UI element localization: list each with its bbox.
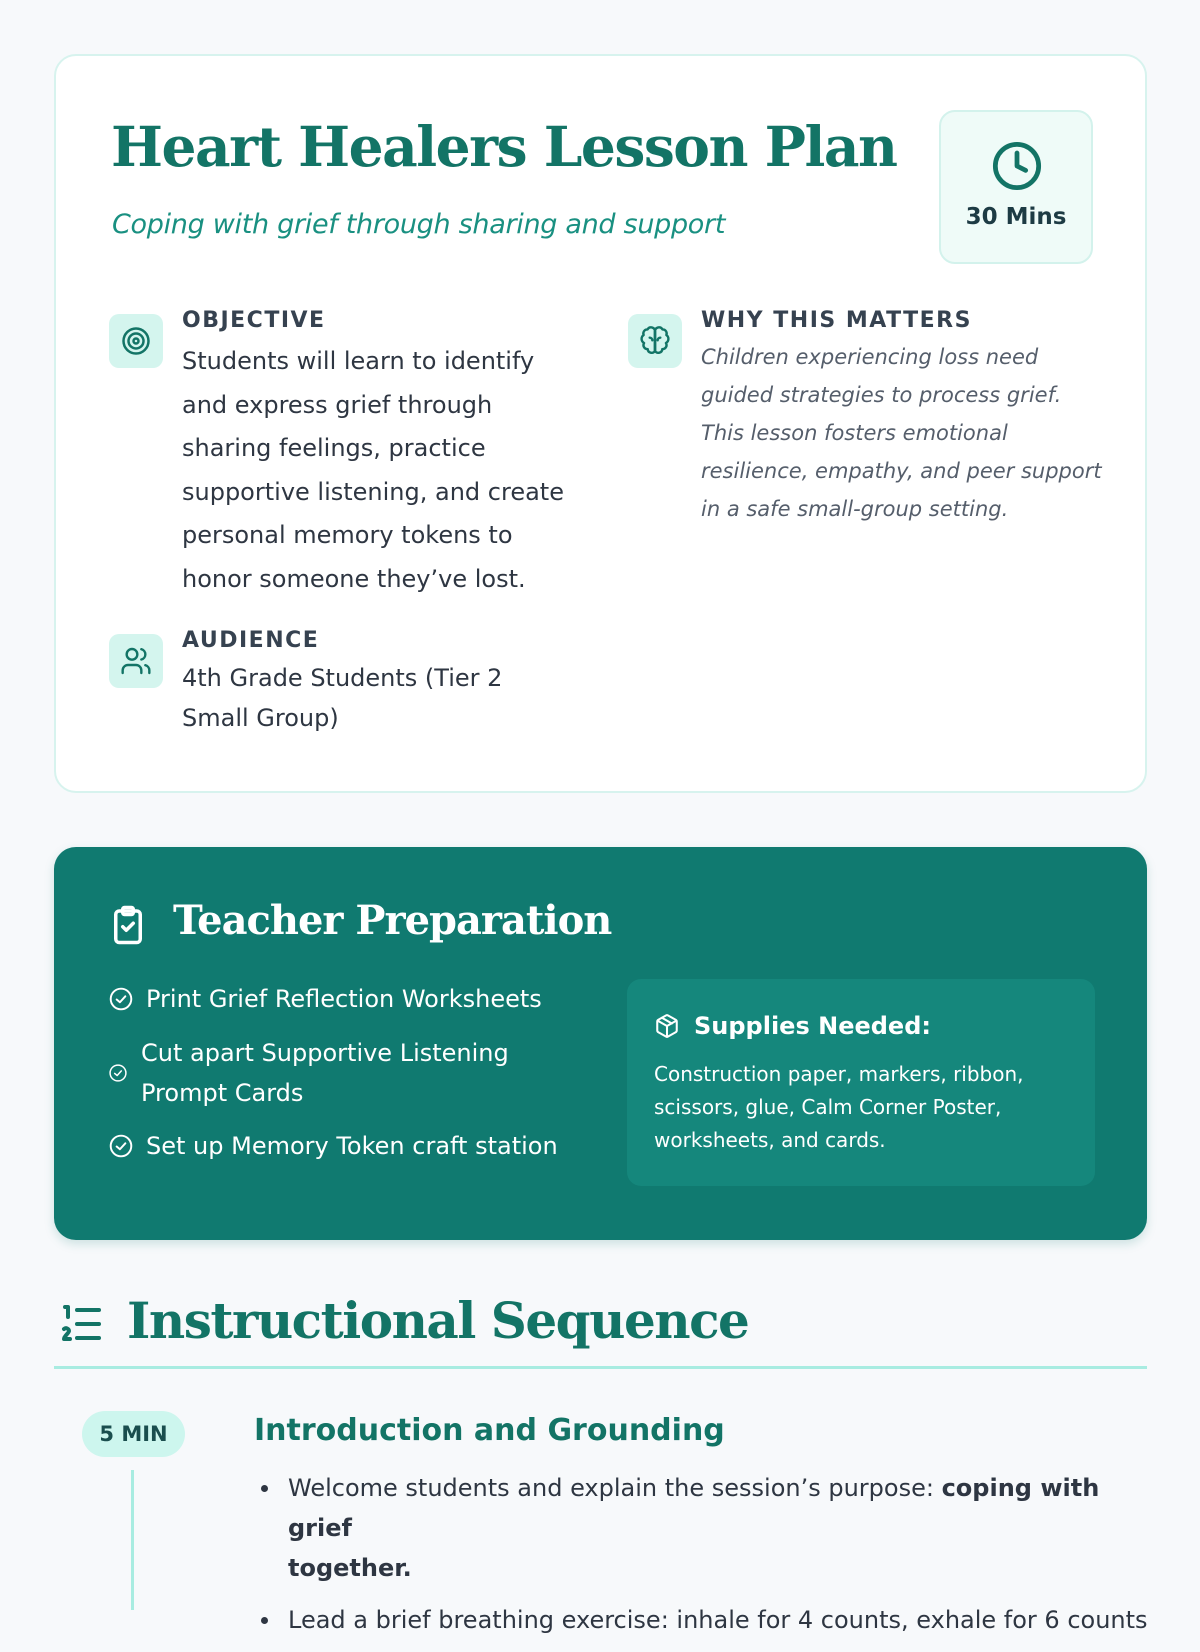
why-label: WHY THIS MATTERS — [701, 308, 972, 333]
check-circle-icon — [108, 986, 134, 1012]
prep-item-text — [141, 1033, 509, 1113]
supplies-box — [627, 979, 1095, 1186]
package-icon — [654, 1013, 680, 1039]
prep-item-line: Prompt Cards — [141, 1079, 304, 1107]
sequence-divider — [54, 1366, 1147, 1369]
why-line: Children experiencing loss need — [701, 345, 1039, 369]
clipboard-check-icon — [107, 903, 149, 947]
prep-item-line: Cut apart Supportive Listening — [141, 1039, 509, 1067]
prep-title: Teacher Preparation — [173, 897, 612, 944]
clock-icon — [991, 140, 1043, 192]
objective-label: OBJECTIVE — [182, 308, 326, 333]
bullet-bold-text: together. — [288, 1554, 412, 1582]
audience-line: 4th Grade Students (Tier 2 — [182, 664, 503, 692]
lesson-title: Heart Healers Lesson Plan — [111, 114, 897, 179]
why-text — [701, 338, 1121, 528]
why-line: resilience, empathy, and peer support — [701, 459, 1102, 483]
step-bullet — [254, 1600, 1154, 1640]
check-circle-icon — [108, 1063, 128, 1083]
objective-line: Students will learn to identify — [182, 347, 535, 375]
check-circle-icon — [108, 1133, 134, 1159]
objective-line: supportive listening, and create — [182, 477, 564, 506]
audience-line: Small Group) — [182, 704, 339, 732]
users-icon — [109, 634, 163, 688]
objective-line: personal memory tokens to — [182, 521, 513, 549]
prep-item — [108, 1126, 558, 1166]
duration-badge — [939, 110, 1093, 264]
objective-text — [182, 340, 602, 601]
step-title: Introduction and Grounding — [254, 1413, 725, 1448]
audience-text — [182, 658, 602, 738]
why-line: This lesson fosters emotional — [701, 421, 1008, 445]
supplies-line: Construction paper, markers, ribbon, — [654, 1062, 1024, 1086]
lesson-subtitle: Coping with grief through sharing and support — [112, 209, 726, 240]
supplies-text — [654, 1058, 1074, 1157]
why-line: guided strategies to process grief. — [701, 383, 1062, 407]
step-bullet-list — [254, 1468, 1154, 1652]
teacher-prep-card — [54, 847, 1147, 1240]
prep-item — [108, 1033, 509, 1113]
audience-label: AUDIENCE — [182, 628, 320, 653]
bullet-text: Welcome students and explain the session’s purpose: — [288, 1474, 942, 1502]
target-icon — [109, 314, 163, 368]
prep-item-text: Set up Memory Token craft station — [146, 1132, 558, 1160]
step-time-badge: 5 MIN — [82, 1411, 185, 1457]
prep-item — [108, 979, 542, 1019]
duration-text: 30 Mins — [965, 204, 1067, 230]
why-line: in a safe small-group setting. — [701, 497, 1009, 521]
supplies-line: scissors, glue, Calm Corner Poster, — [654, 1095, 1002, 1119]
sequence-title: Instructional Sequence — [127, 1291, 749, 1350]
ordered-list-icon — [57, 1300, 105, 1348]
bullet-bold-text: coping with grief — [288, 1474, 1100, 1542]
objective-line: honor someone they’ve lost. — [182, 564, 526, 593]
objective-line: sharing feelings, practice — [182, 434, 486, 462]
brain-icon — [628, 314, 682, 368]
supplies-title: Supplies Needed: — [694, 1012, 931, 1040]
step-bullet — [254, 1468, 1154, 1588]
lesson-header-card — [54, 54, 1147, 793]
bullet-text: Lead a brief breathing exercise: inhale for 4 counts, exhale for 6 counts — [288, 1606, 1148, 1634]
objective-line: and express grief through — [182, 390, 493, 419]
timeline-line — [131, 1470, 134, 1610]
supplies-line: worksheets, and cards. — [654, 1128, 886, 1152]
prep-item-text: Print Grief Reflection Worksheets — [146, 985, 542, 1013]
